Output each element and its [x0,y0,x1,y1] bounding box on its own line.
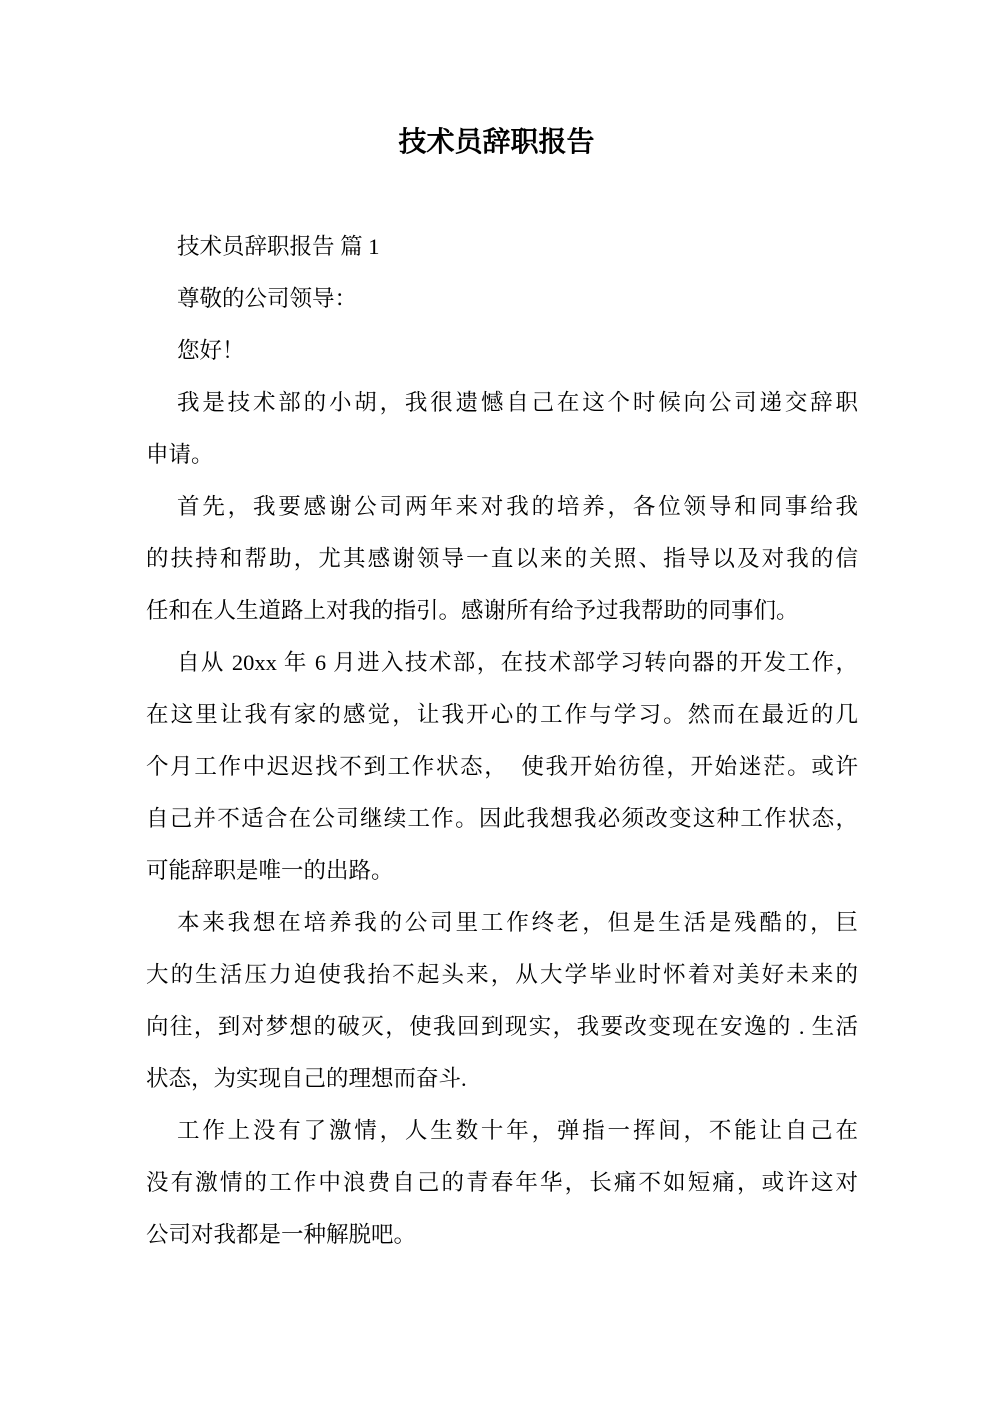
text-line: 工作上没有了激情，人生数十年，弹指一挥间，不能让自己在 [177,1118,858,1143]
text-line: 您好！ [177,338,245,363]
paragraph [146,273,858,325]
text-line: 没有激情的工作中浪费自己的青春年华，长痛不如短痛，或许这对 [146,1170,858,1195]
text-line: 公司对我都是一种解脱吧。 [146,1222,417,1247]
paragraph [146,481,858,637]
text-line: 向往，到对梦想的破灭，使我回到现实，我要改变现在安逸的 . 生活 [146,1014,858,1039]
document-title: 技术员辞职报告 [398,127,595,158]
text-line: 自己并不适合在公司继续工作。因此我想我必须改变这种工作状态， [146,806,858,831]
text-line: 首先，我要感谢公司两年来对我的培养，各位领导和同事给我 [177,494,858,519]
text-line: 在这里让我有家的感觉，让我开心的工作与学习。然而在最近的几 [146,702,858,727]
text-line: 任和在人生道路上对我的指引。感谢所有给予过我帮助的同事们。 [146,598,799,623]
text-line: 申请。 [146,442,214,467]
paragraph [146,897,858,1105]
text-line: 可能辞职是唯一的出路。 [146,858,394,883]
document-body [146,221,858,1261]
paragraph [146,377,858,481]
text-line: 的扶持和帮助，尤其感谢领导一直以来的关照、指导以及对我的信 [146,546,858,571]
text-line: 本来我想在培养我的公司里工作终老，但是生活是残酷的，巨 [177,910,858,935]
text-line: 尊敬的公司领导： [177,286,358,311]
text-line: 自从 20xx 年 6 月进入技术部，在技术部学习转向器的开发工作， [177,650,858,675]
text-line: 个月工作中迟迟找不到工作状态， 使我开始彷徨，开始迷茫。或许 [146,754,858,779]
text-line: 技术员辞职报告 篇 1 [177,234,380,259]
paragraph [146,325,858,377]
paragraph [146,1105,858,1261]
paragraph [146,221,858,273]
paragraph [146,637,858,897]
text-line: 状态，为实现自己的理想而奋斗. [146,1066,467,1091]
text-line: 我是技术部的小胡，我很遗憾自己在这个时候向公司递交辞职 [177,390,858,415]
text-line: 大的生活压力迫使我抬不起头来，从大学毕业时怀着对美好未来的 [146,962,858,987]
